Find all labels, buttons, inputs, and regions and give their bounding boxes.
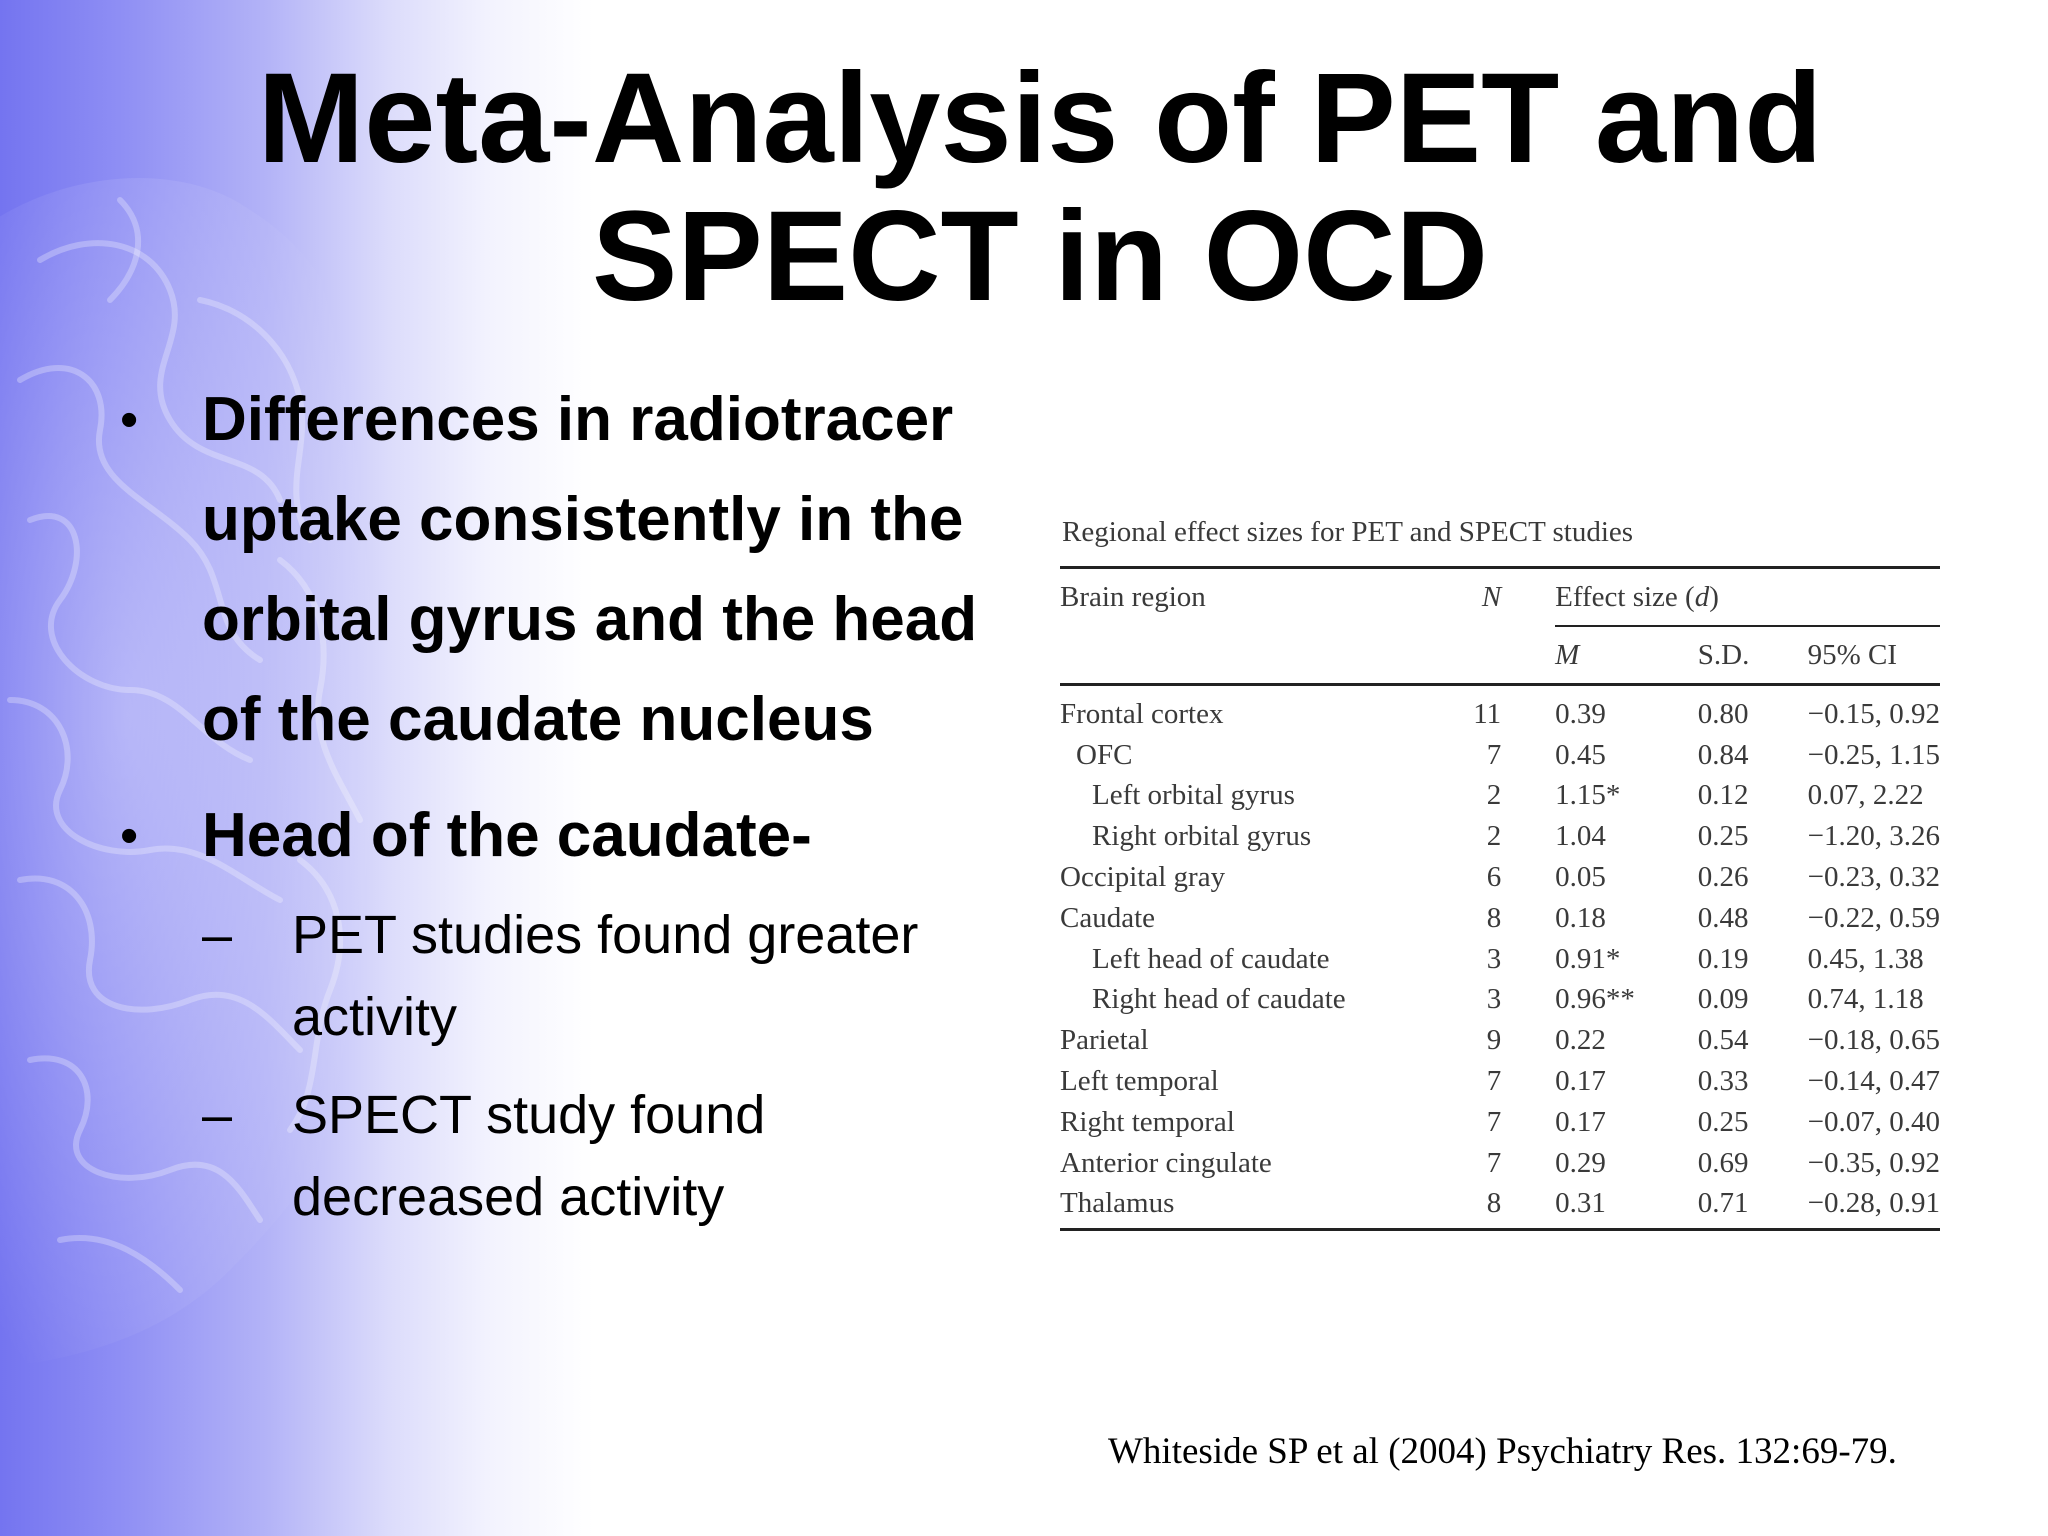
cell-sd: 0.19 bbox=[1697, 942, 1749, 975]
table-row bbox=[1060, 1061, 1940, 1102]
cell-region: Left temporal bbox=[1060, 1065, 1219, 1098]
cell-gap bbox=[1501, 1020, 1555, 1061]
sub-bullet-marker: – bbox=[202, 905, 233, 965]
cell-sd: 0.25 bbox=[1697, 1105, 1749, 1138]
cell-region: Left head of caudate bbox=[1092, 942, 1330, 975]
cell-n: 11 bbox=[1473, 697, 1502, 730]
cell-gap bbox=[1501, 939, 1555, 980]
cell-ci: −0.25, 1.15 bbox=[1807, 738, 1940, 771]
cell-sd: 0.48 bbox=[1697, 901, 1749, 934]
table-row bbox=[1060, 735, 1940, 776]
cell-gap bbox=[1501, 898, 1555, 939]
cell-m: 0.31 bbox=[1555, 1184, 1698, 1230]
cell-gap bbox=[1501, 1102, 1555, 1143]
cell-region: Parietal bbox=[1060, 1024, 1149, 1057]
sub-bullet-text: PET studies found greater activity bbox=[292, 905, 919, 1047]
cell-sd: 0.12 bbox=[1697, 779, 1749, 812]
table-row bbox=[1060, 776, 1940, 817]
table-grid bbox=[1060, 569, 1940, 1231]
cell-m: 0.17 bbox=[1555, 1105, 1606, 1138]
cell-ci: −0.22, 0.59 bbox=[1807, 901, 1940, 934]
cell-sd: 0.69 bbox=[1697, 1146, 1749, 1179]
table-row bbox=[1060, 1102, 1940, 1143]
bullet-text: Head of the caudate- bbox=[202, 801, 812, 870]
table-row bbox=[1060, 1143, 1940, 1184]
cell-sd: 0.54 bbox=[1697, 1024, 1749, 1057]
header-brain-region: Brain region bbox=[1060, 581, 1206, 613]
cell-ci: 0.74, 1.18 bbox=[1807, 983, 1924, 1016]
table-row bbox=[1060, 816, 1940, 857]
cell-gap bbox=[1501, 1143, 1555, 1184]
cell-gap bbox=[1501, 980, 1555, 1021]
cell-region: OFC bbox=[1076, 738, 1133, 771]
cell-gap bbox=[1501, 816, 1555, 857]
cell-region: Occipital gray bbox=[1060, 861, 1226, 894]
cell-m: 0.05 bbox=[1555, 861, 1606, 894]
header-effect-size-prefix: Effect size ( bbox=[1555, 580, 1695, 613]
cell-region: Anterior cingulate bbox=[1060, 1146, 1272, 1179]
table-row bbox=[1060, 980, 1940, 1021]
header-ci: 95% CI bbox=[1808, 626, 1940, 685]
cell-sd: 0.33 bbox=[1697, 1065, 1749, 1098]
sub-bullet-text: SPECT study found decreased activity bbox=[292, 1085, 766, 1227]
cell-m: 0.29 bbox=[1555, 1146, 1606, 1179]
cell-region: Right temporal bbox=[1060, 1105, 1235, 1138]
cell-n: 9 bbox=[1486, 1024, 1502, 1057]
table-row bbox=[1060, 685, 1940, 735]
cell-gap bbox=[1501, 685, 1555, 735]
sub-bullet-item bbox=[202, 1074, 1000, 1238]
cell-n: 7 bbox=[1486, 738, 1502, 771]
cell-ci: −0.14, 0.47 bbox=[1807, 1065, 1940, 1098]
cell-region: Left orbital gyrus bbox=[1092, 779, 1295, 812]
cell-sd: 0.25 bbox=[1697, 820, 1749, 853]
cell-ci: −0.07, 0.40 bbox=[1807, 1105, 1940, 1138]
bullet-text: Differences in radiotracer uptake consistently in the orbital gyrus and the head of the caudate nucleus bbox=[202, 385, 978, 754]
cell-gap bbox=[1501, 1184, 1555, 1230]
cell-ci: −0.23, 0.32 bbox=[1807, 861, 1940, 894]
table-body bbox=[1060, 685, 1940, 1230]
table-subheader-row bbox=[1060, 626, 1940, 685]
table-caption: Regional effect sizes for PET and SPECT studies bbox=[1062, 516, 1634, 548]
cell-m: 1.15* bbox=[1555, 779, 1621, 812]
cell-region: Right orbital gyrus bbox=[1092, 820, 1312, 853]
cell-gap bbox=[1501, 776, 1555, 817]
bullet-item bbox=[120, 786, 1000, 1238]
table-header-row bbox=[1060, 569, 1940, 626]
table-row bbox=[1060, 898, 1940, 939]
cell-ci: −1.20, 3.26 bbox=[1807, 820, 1940, 853]
cell-sd: 0.84 bbox=[1697, 738, 1749, 771]
cell-n: 7 bbox=[1486, 1105, 1502, 1138]
cell-m: 0.18 bbox=[1555, 901, 1606, 934]
header-effect-size bbox=[1555, 569, 1940, 626]
header-n: N bbox=[1481, 581, 1502, 613]
bullet-list bbox=[120, 370, 1000, 1254]
slide-title: Meta-Analysis of PET and SPECT in OCD bbox=[257, 47, 1823, 328]
cell-ci: −0.18, 0.65 bbox=[1807, 1024, 1940, 1057]
cell-m: 0.45 bbox=[1555, 738, 1606, 771]
cell-ci: −0.28, 0.91 bbox=[1808, 1184, 1940, 1230]
cell-ci: 0.45, 1.38 bbox=[1807, 942, 1924, 975]
table-row bbox=[1060, 1184, 1940, 1230]
cell-region: Frontal cortex bbox=[1060, 697, 1224, 730]
table-row bbox=[1060, 1020, 1940, 1061]
cell-ci: −0.15, 0.92 bbox=[1807, 697, 1940, 730]
cell-m: 0.22 bbox=[1555, 1024, 1606, 1057]
sub-bullet-marker: – bbox=[202, 1085, 233, 1145]
cell-gap bbox=[1501, 1061, 1555, 1102]
header-m: M bbox=[1555, 626, 1698, 685]
cell-region: Right head of caudate bbox=[1092, 983, 1346, 1016]
bullet-marker: • bbox=[120, 807, 139, 865]
cell-sd: 0.80 bbox=[1697, 697, 1749, 730]
sub-bullet-item bbox=[202, 894, 1000, 1058]
table-row bbox=[1060, 939, 1940, 980]
effect-size-table bbox=[1060, 512, 1940, 1231]
cell-sd: 0.09 bbox=[1697, 983, 1749, 1016]
bullet-marker: • bbox=[120, 391, 139, 449]
cell-region: Caudate bbox=[1060, 901, 1156, 934]
cell-m: 0.91* bbox=[1555, 942, 1621, 975]
bullet-item bbox=[120, 370, 1000, 770]
cell-n: 2 bbox=[1486, 779, 1502, 812]
cell-gap bbox=[1501, 735, 1555, 776]
sub-bullet-list bbox=[202, 894, 1000, 1238]
cell-n: 3 bbox=[1486, 983, 1502, 1016]
header-effect-size-suffix: ) bbox=[1709, 580, 1719, 613]
cell-ci: 0.07, 2.22 bbox=[1807, 779, 1924, 812]
header-effect-size-symbol: d bbox=[1694, 580, 1710, 613]
cell-m: 0.17 bbox=[1555, 1065, 1606, 1098]
cell-n: 8 bbox=[1458, 1184, 1501, 1230]
cell-sd: 0.71 bbox=[1698, 1184, 1808, 1230]
cell-n: 7 bbox=[1486, 1146, 1502, 1179]
cell-ci: −0.35, 0.92 bbox=[1807, 1146, 1940, 1179]
header-gap bbox=[1501, 569, 1555, 626]
table-row bbox=[1060, 857, 1940, 898]
cell-m: 0.39 bbox=[1555, 697, 1606, 730]
cell-n: 8 bbox=[1486, 901, 1502, 934]
cell-m: 1.04 bbox=[1555, 820, 1606, 853]
header-sd: S.D. bbox=[1698, 626, 1808, 685]
cell-gap bbox=[1501, 857, 1555, 898]
cell-region: Thalamus bbox=[1060, 1184, 1458, 1230]
cell-n: 2 bbox=[1486, 820, 1502, 853]
cell-n: 6 bbox=[1486, 861, 1502, 894]
citation: Whiteside SP et al (2004) Psychiatry Res. 132:69-79. bbox=[1108, 1431, 1897, 1472]
cell-n: 3 bbox=[1486, 942, 1502, 975]
cell-m: 0.96** bbox=[1555, 983, 1635, 1016]
cell-n: 7 bbox=[1486, 1065, 1502, 1098]
cell-sd: 0.26 bbox=[1697, 861, 1749, 894]
